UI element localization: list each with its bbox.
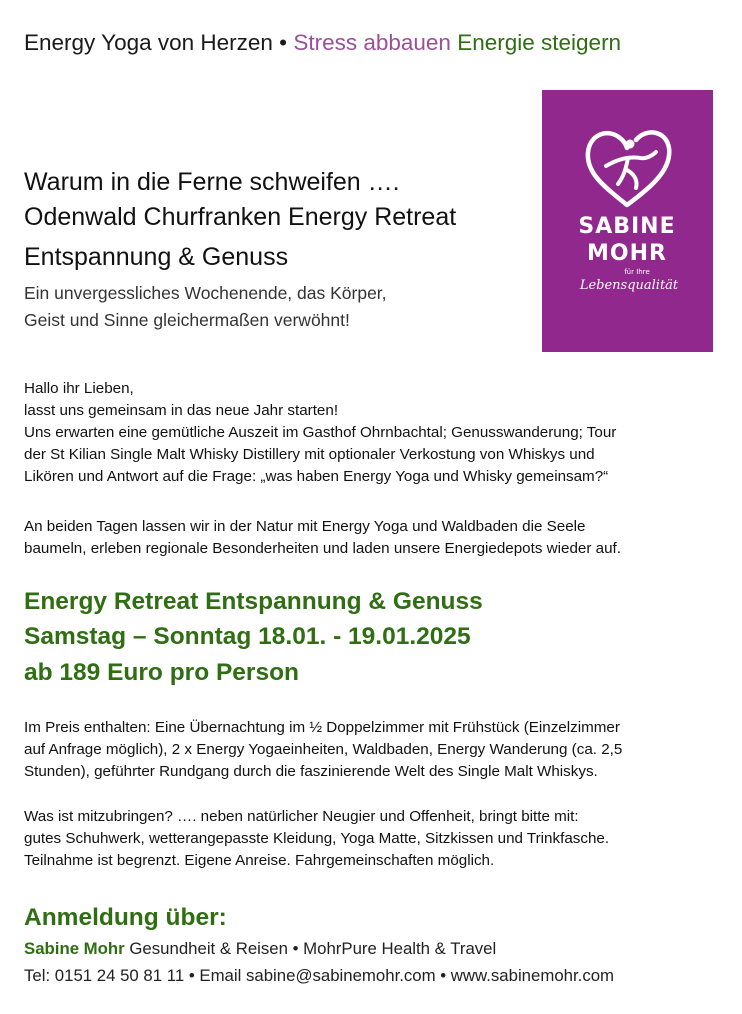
header-tagline xyxy=(24,30,621,56)
contact-name-line xyxy=(24,939,496,959)
bring-line: gutes Schuhwerk, wetterangepasste Kleidung, Yoga Matte, Sitzkissen und Trinkfasche. xyxy=(24,830,610,847)
intro-line-1: Warum in die Ferne schweifen …. xyxy=(24,168,400,196)
greeting-line: lasst uns gemeinsam in das neue Jahr starten! xyxy=(24,402,339,419)
greeting-line: der St Kilian Single Malt Whisky Distillery mit optionaler Verkostung von Whiskys und xyxy=(24,446,595,463)
logo-tagline-script: Lebensqualität xyxy=(579,278,679,293)
intro-sub-1: Ein unvergessliches Wochenende, das Körper, xyxy=(24,283,387,303)
logo-tagline-small: für Ihre xyxy=(624,268,650,276)
contact-details: Tel: 0151 24 50 81 11 • Email sabine@sabinemohr.com • www.sabinemohr.com xyxy=(24,966,615,985)
greeting-line: Uns erwarten eine gemütliche Auszeit im Gasthof Ohrnbachtal; Genusswanderung; Tour xyxy=(24,424,617,441)
greeting-line: Likören und Antwort auf die Frage: „was haben Energy Yoga und Whisky gemeinsam?“ xyxy=(24,468,609,485)
intro-sub-2: Geist und Sinne gleichermaßen verwöhnt! xyxy=(24,310,350,330)
included-line: Stunden), geführter Rundgang durch die faszinierende Welt des Single Malt Whiskys. xyxy=(24,763,598,780)
event-price: ab 189 Euro pro Person xyxy=(24,659,300,686)
header-part-3: Energie steigern xyxy=(457,30,622,55)
contact-name: Sabine Mohr xyxy=(24,939,125,958)
heart-figure-icon xyxy=(542,90,713,352)
logo-line-1: SABINE xyxy=(578,214,676,239)
header-part-1: Energy Yoga von Herzen • xyxy=(24,30,288,55)
bring-line: Was ist mitzubringen? …. neben natürlicher Neugier und Offenheit, bringt bitte mit: xyxy=(24,808,579,825)
bring-paragraph xyxy=(24,806,609,872)
contact-company: Gesundheit & Reisen • MohrPure Health & Travel xyxy=(129,939,497,958)
event-dates: Samstag – Sonntag 18.01. - 19.01.2025 xyxy=(24,623,471,650)
included-line: auf Anfrage möglich), 2 x Energy Yogaeinheiten, Waldbaden, Energy Wanderung (ca. 2,5 xyxy=(24,741,623,758)
greeting-paragraph xyxy=(24,378,616,488)
nature-paragraph xyxy=(24,516,621,560)
nature-line: baumeln, erleben regionale Besonderheiten und laden unsere Energiedepots wieder auf. xyxy=(24,540,621,557)
greeting-line: Hallo ihr Lieben, xyxy=(24,380,134,397)
nature-line: An beiden Tagen lassen wir in der Natur mit Energy Yoga und Waldbaden die Seele xyxy=(24,518,586,535)
event-title: Energy Retreat Entspannung & Genuss xyxy=(24,588,483,615)
included-paragraph xyxy=(24,717,622,783)
contact-heading: Anmeldung über: xyxy=(24,904,227,931)
header-part-2: Stress abbauen xyxy=(293,30,451,55)
intro-line-2: Odenwald Churfranken Energy Retreat xyxy=(24,203,457,231)
bring-line: Teilnahme ist begrenzt. Eigene Anreise. Fahrgemeinschaften möglich. xyxy=(24,852,495,869)
logo-line-2: MOHR xyxy=(587,241,667,266)
intro-line-3: Entspannung & Genuss xyxy=(24,243,289,271)
sabine-mohr-logo xyxy=(542,90,713,352)
included-line: Im Preis enthalten: Eine Übernachtung im ½ Doppelzimmer mit Frühstück (Einzelzimmer xyxy=(24,719,620,736)
